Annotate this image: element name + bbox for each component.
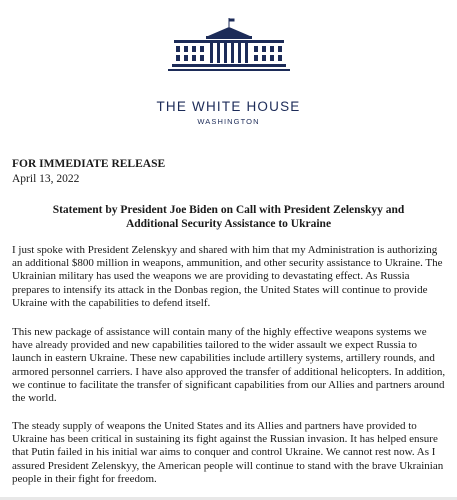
statement-title-line: Statement by President Joe Biden on Call with President Zelenskyy and	[52, 204, 405, 216]
body-paragraph: The steady supply of weapons the United States and its Allies and partners have provided to Ukraine has been critical in sustaining its fight against the Russian invasion. It has helped ensure that Putin failed in his initial war aims to conquer and control Ukraine. We cannot rest now. As I assured President Zelenskyy, the American people will continue to stand with the brave Ukrainian people in their fight for freedom.	[12, 420, 444, 485]
release-date: April 13, 2022	[12, 173, 80, 185]
letterhead	[0, 18, 457, 126]
release-label: FOR IMMEDIATE RELEASE	[12, 158, 166, 170]
statement-title	[10, 203, 447, 231]
statement-title-line: Additional Security Assistance to Ukraine	[125, 218, 332, 230]
white-house-building-icon	[168, 18, 290, 78]
body-paragraph: I just spoke with President Zelenskyy and shared with him that my Administration is authorizing an additional $800 million in weapons, ammunition, and other security assistance to Ukraine. The Ukrainian military has used the weapons we are providing to devastating effect. As Russia prepares to intensify its attack in the Donbas region, the United States will continue to provide Ukraine with the capabilities to defend itself.	[12, 244, 443, 309]
body-paragraph: This new package of assistance will contain many of the highly effective weapons systems we have already provided and new capabilities tailored to the wider assault we expect Russia to launch in eastern Ukraine. These new capabilities include artillery systems, artillery rounds, and armored personnel carriers. I have also approved the transfer of additional helicopters. In addition, we continue to facilitate the transfer of significant capabilities from our Allies and partners around the world.	[12, 326, 446, 405]
org-name: THE WHITE HOUSE	[156, 99, 301, 114]
org-location: WASHINGTON	[197, 117, 260, 126]
